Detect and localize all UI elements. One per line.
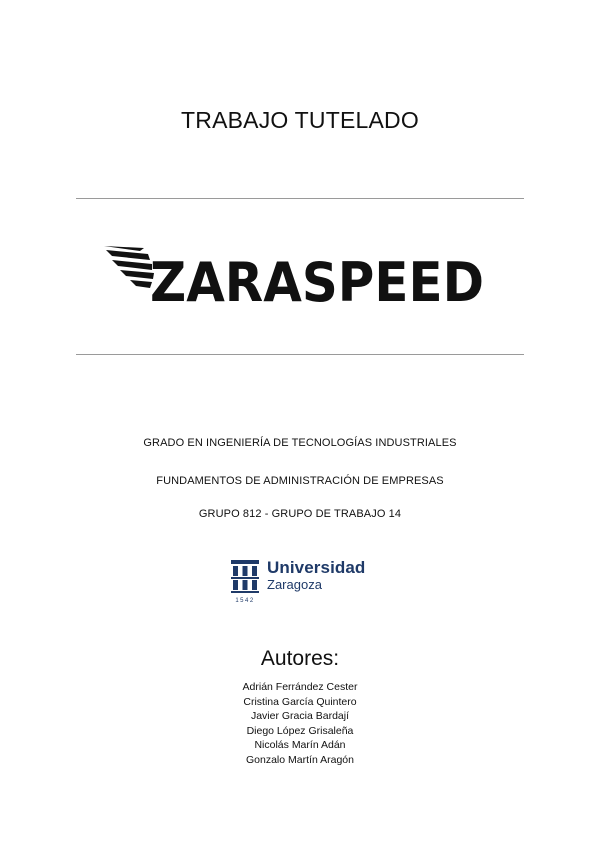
authors-list bbox=[0, 680, 600, 768]
university-city: Zaragoza bbox=[267, 577, 322, 592]
wing-icon bbox=[104, 240, 488, 310]
top-divider bbox=[76, 198, 524, 199]
university-crest-icon bbox=[230, 558, 260, 604]
bottom-divider bbox=[76, 354, 524, 355]
author-name: Cristina García Quintero bbox=[243, 695, 357, 708]
university-year: 1542 bbox=[235, 598, 255, 604]
university-logo bbox=[230, 558, 380, 604]
group-line: GRUPO 812 - GRUPO DE TRABAJO 14 bbox=[198, 508, 402, 520]
zaraspeed-logo bbox=[104, 240, 488, 310]
university-name: Universidad bbox=[267, 558, 366, 577]
author-name: Adrián Ferrández Cester bbox=[242, 681, 358, 693]
author-name: Nicolás Marín Adán bbox=[254, 739, 346, 752]
author-name: Diego López Grisaleña bbox=[246, 724, 354, 737]
authors-heading: Autores: bbox=[260, 647, 340, 670]
degree-line: GRADO EN INGENIERÍA DE TECNOLOGÍAS INDUSTRIALES bbox=[143, 437, 457, 449]
author-name: Javier Gracia Bardají bbox=[250, 710, 350, 723]
logo-wordmark: ZARASPEED bbox=[150, 251, 484, 310]
author-name: Gonzalo Martín Aragón bbox=[246, 753, 354, 766]
document-title: TRABAJO TUTELADO bbox=[181, 107, 419, 133]
subject-line: FUNDAMENTOS DE ADMINISTRACIÓN DE EMPRESAS bbox=[156, 475, 444, 487]
